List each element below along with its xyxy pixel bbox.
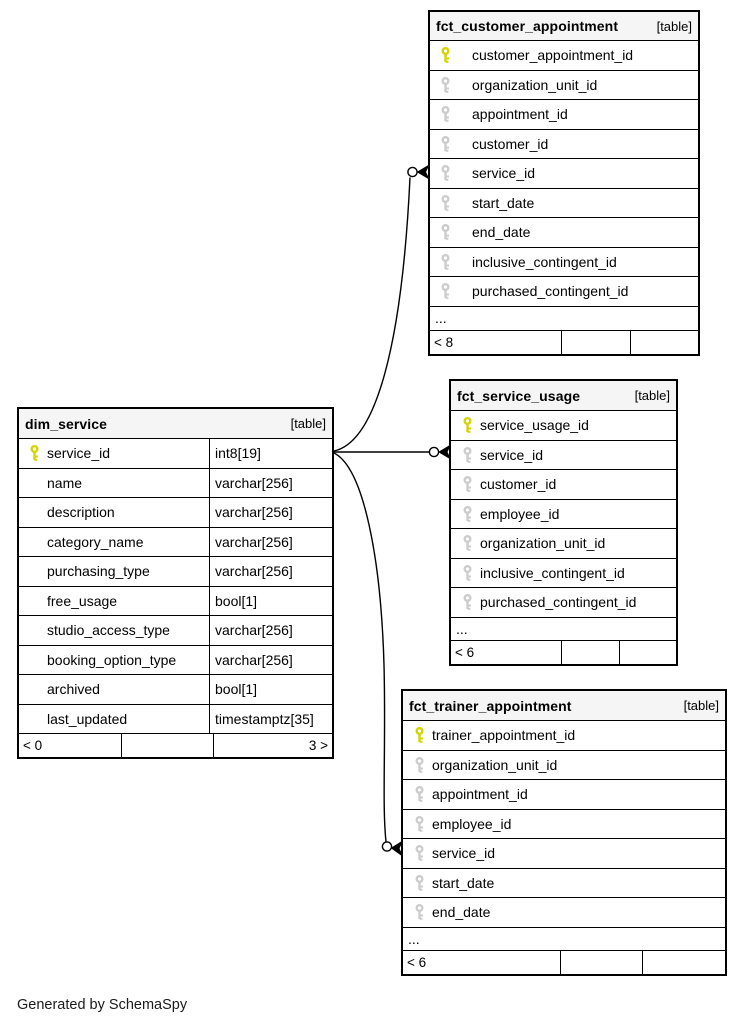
column-type: varchar[256] (209, 557, 332, 586)
foreign-key-icon (462, 535, 473, 551)
column-row-start_date (430, 188, 698, 218)
key-icon-slot (403, 816, 432, 832)
table-footer (19, 733, 332, 757)
key-icon-slot (403, 786, 432, 802)
key-icon-slot (451, 476, 480, 492)
table-footer (451, 640, 676, 664)
column-row-description (19, 497, 332, 527)
column-row-organization_unit_id (403, 750, 725, 780)
foreign-key-icon (414, 875, 425, 891)
column-row-employee_id (403, 809, 725, 839)
column-name: booking_option_type (47, 651, 177, 668)
table-type-badge: [table] (683, 698, 719, 713)
column-name: purchased_contingent_id (472, 283, 629, 300)
column-row-customer_id (430, 129, 698, 159)
footer-left-cell: < 6 (455, 644, 475, 660)
column-row-appointment_id (430, 99, 698, 129)
foreign-key-icon (462, 447, 473, 463)
column-row-purchased_contingent_id (451, 587, 676, 617)
more-columns-ellipsis: ... (430, 306, 698, 330)
column-row-employee_id (451, 499, 676, 529)
column-row-studio_access_type (19, 615, 332, 645)
column-name: inclusive_contingent_id (480, 564, 625, 581)
column-row-organization_unit_id (451, 528, 676, 558)
key-icon-slot (451, 565, 480, 581)
foreign-key-icon (414, 904, 425, 920)
column-name: service_id (480, 446, 544, 463)
table-header[interactable] (451, 381, 676, 410)
footer-right-cell: 3 > (213, 734, 332, 757)
column-name: customer_id (480, 476, 557, 493)
column-row-purchasing_type (19, 556, 332, 586)
column-row-service_id (451, 440, 676, 470)
column-name: purchasing_type (47, 563, 150, 580)
column-row-inclusive_contingent_id (430, 247, 698, 277)
key-icon-slot (403, 757, 432, 773)
column-name: service_id (432, 845, 496, 862)
column-row-last_updated (19, 704, 332, 734)
column-row-start_date (403, 868, 725, 898)
foreign-key-icon (440, 165, 451, 181)
column-row-inclusive_contingent_id (451, 558, 676, 588)
footer-middle-cell (561, 641, 619, 664)
key-icon-slot (430, 77, 472, 93)
key-icon-slot (430, 136, 472, 152)
column-row-archived (19, 674, 332, 704)
foreign-key-icon (440, 224, 451, 240)
column-name: appointment_id (432, 786, 528, 803)
key-icon-slot (430, 165, 472, 181)
column-row-end_date (403, 897, 725, 927)
key-icon-slot (430, 47, 472, 63)
column-row-organization_unit_id (430, 70, 698, 100)
primary-key-icon (440, 47, 451, 63)
column-name: category_name (47, 533, 144, 550)
table-header[interactable] (430, 12, 698, 40)
generator-note: Generated by SchemaSpy (17, 997, 188, 1013)
table-node-dim_service[interactable] (17, 407, 334, 759)
column-name: service_id (472, 165, 536, 182)
column-row-service_id (403, 838, 725, 868)
column-name: organization_unit_id (432, 756, 558, 773)
column-name: employee_id (480, 505, 560, 522)
table-header[interactable] (19, 409, 332, 438)
column-row-appointment_id (403, 779, 725, 809)
column-row-free_usage (19, 586, 332, 616)
table-node-fct_trainer_appointment[interactable] (401, 689, 727, 976)
key-icon-slot (430, 283, 472, 299)
column-name: start_date (472, 194, 535, 211)
column-type: bool[1] (209, 675, 332, 704)
table-name: dim_service (25, 415, 108, 432)
column-row-service_id (430, 158, 698, 188)
foreign-key-icon (440, 106, 451, 122)
column-name: organization_unit_id (480, 535, 606, 552)
table-header[interactable] (403, 691, 725, 720)
column-name: studio_access_type (47, 622, 170, 639)
key-icon-slot (403, 845, 432, 861)
column-name: customer_id (472, 135, 549, 152)
key-icon-slot (430, 224, 472, 240)
more-columns-ellipsis: ... (403, 927, 725, 950)
column-name: appointment_id (472, 106, 568, 123)
column-type: varchar[256] (209, 616, 332, 645)
table-name: fct_service_usage (457, 387, 581, 404)
key-icon-slot (430, 195, 472, 211)
key-icon-slot (451, 506, 480, 522)
key-icon-slot (403, 727, 432, 743)
column-type: int8[19] (209, 439, 332, 468)
foreign-key-icon (414, 845, 425, 861)
foreign-key-icon (440, 283, 451, 299)
column-name: last_updated (47, 710, 128, 727)
footer-left-cell: < 6 (407, 954, 427, 970)
column-row-service_usage_id (451, 410, 676, 440)
footer-left-cell: < 0 (23, 738, 43, 753)
column-type: varchar[256] (209, 469, 332, 498)
column-type: timestamptz[35] (209, 705, 332, 734)
footer-right-cell (630, 331, 698, 354)
foreign-key-icon (462, 565, 473, 581)
table-name: fct_customer_appointment (436, 18, 619, 34)
column-name: end_date (432, 904, 491, 921)
key-icon-slot (451, 594, 480, 610)
foreign-key-icon (440, 77, 451, 93)
column-name: archived (47, 681, 100, 698)
foreign-key-icon (440, 254, 451, 270)
primary-key-icon (462, 417, 473, 433)
key-icon-slot (451, 447, 480, 463)
relationship-dim_service-fct_customer_appointment (334, 166, 429, 452)
key-icon-slot (403, 875, 432, 891)
column-type: varchar[256] (209, 498, 332, 527)
foreign-key-icon (414, 757, 425, 773)
column-row-trainer_appointment_id (403, 720, 725, 750)
column-row-service_id (19, 438, 332, 468)
foreign-key-icon (462, 594, 473, 610)
key-icon-slot (451, 535, 480, 551)
table-name: fct_trainer_appointment (409, 697, 572, 714)
table-type-badge: [table] (656, 18, 692, 34)
column-name: organization_unit_id (472, 76, 598, 93)
footer-middle-cell (560, 951, 642, 974)
table-node-fct_service_usage[interactable] (449, 379, 678, 666)
primary-key-icon (414, 727, 425, 743)
column-name: service_id (47, 445, 111, 462)
zero-circle-endpoint (429, 447, 438, 456)
column-name: trainer_appointment_id (432, 727, 576, 744)
column-type: varchar[256] (209, 528, 332, 557)
foreign-key-icon (462, 476, 473, 492)
primary-key-icon (29, 445, 40, 461)
foreign-key-icon (462, 506, 473, 522)
key-icon-slot (451, 417, 480, 433)
column-name: service_usage_id (480, 417, 589, 434)
foreign-key-icon (440, 195, 451, 211)
footer-left-cell: < 8 (434, 334, 454, 350)
column-row-purchased_contingent_id (430, 276, 698, 306)
column-name: description (47, 504, 115, 521)
foreign-key-icon (414, 816, 425, 832)
column-name: employee_id (432, 815, 512, 832)
column-name: customer_appointment_id (472, 47, 634, 64)
footer-middle-cell (561, 331, 630, 354)
column-row-category_name (19, 527, 332, 557)
column-name: end_date (472, 224, 531, 241)
column-row-name (19, 468, 332, 498)
column-type: varchar[256] (209, 646, 332, 675)
column-name: free_usage (47, 592, 118, 609)
crow-foot-arrow (418, 166, 429, 179)
column-row-customer_id (451, 469, 676, 499)
column-type: bool[1] (209, 587, 332, 616)
footer-middle-cell (121, 734, 213, 757)
relationship-dim_service-fct_service_usage (334, 446, 450, 459)
zero-circle-endpoint (382, 842, 391, 851)
key-icon-slot (403, 904, 432, 920)
more-columns-ellipsis: ... (451, 617, 676, 640)
column-row-end_date (430, 217, 698, 247)
key-icon-slot (19, 445, 47, 461)
footer-right-cell (642, 951, 725, 974)
table-type-badge: [table] (290, 416, 326, 431)
table-footer (430, 330, 698, 354)
footer-right-cell (619, 641, 676, 664)
foreign-key-icon (414, 786, 425, 802)
column-name: purchased_contingent_id (480, 594, 637, 611)
column-name: inclusive_contingent_id (472, 253, 617, 270)
column-row-booking_option_type (19, 645, 332, 675)
key-icon-slot (430, 254, 472, 270)
table-type-badge: [table] (634, 388, 670, 403)
zero-circle-endpoint (408, 167, 417, 176)
column-name: start_date (432, 874, 495, 891)
table-footer (403, 950, 725, 974)
column-name: name (47, 474, 83, 491)
relationship-dim_service-fct_trainer_appointment (334, 453, 402, 856)
key-icon-slot (430, 106, 472, 122)
column-row-customer_appointment_id (430, 40, 698, 70)
table-node-fct_customer_appointment[interactable] (428, 10, 700, 356)
foreign-key-icon (440, 136, 451, 152)
